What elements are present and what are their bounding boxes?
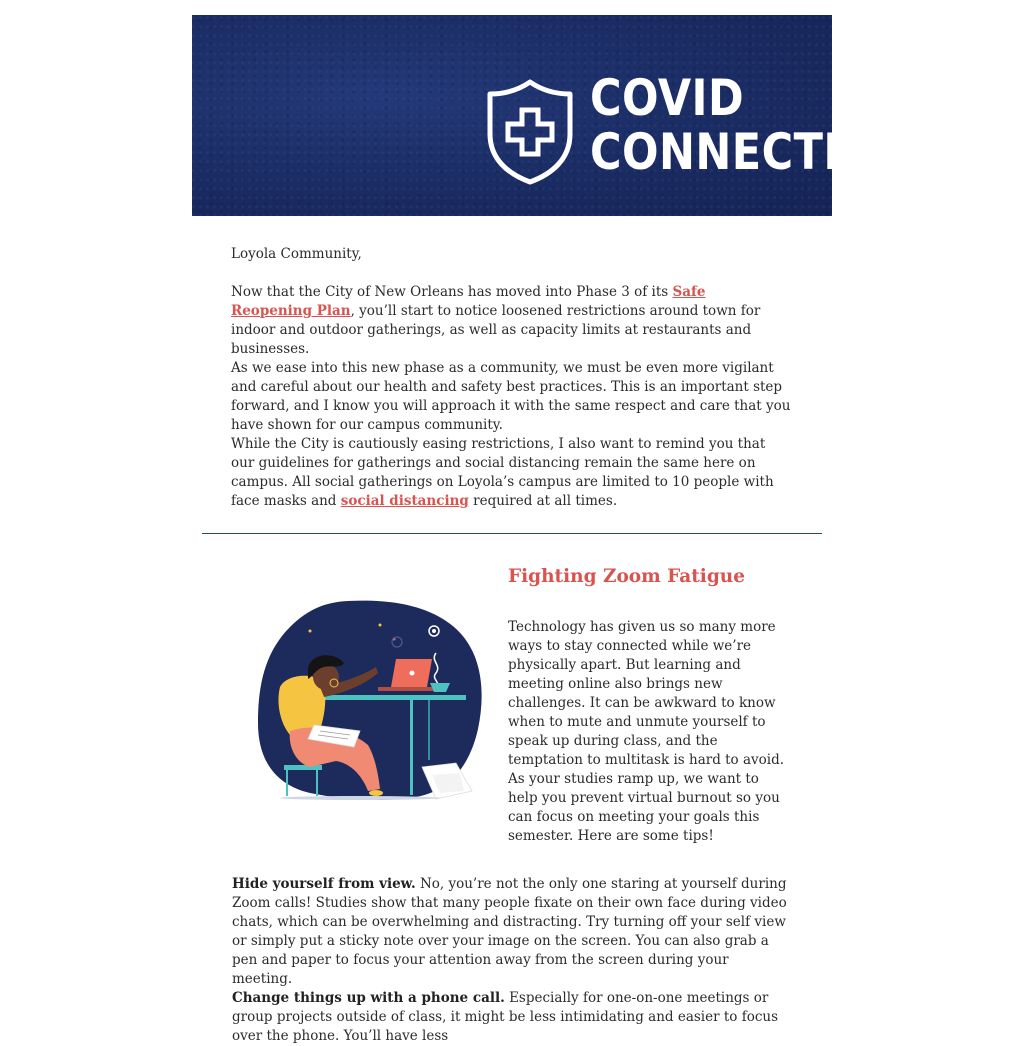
tip-hide-yourself (232, 875, 792, 989)
paragraph-campus-guidelines (231, 435, 791, 511)
paragraph-vigilance: As we ease into this new phase as a community, we must be even more vigilant and careful about our health and safety best practices. This is an important step forward, and I know you will approach it with the same respect and care that you have shown for our campus community. (231, 360, 791, 433)
section-paragraph-technology: Technology has given us so many more ways to stay connected while we’re physically apart. But learning and meeting online also brings new challenges. It can be awkward to know when to mute and unmute yourself to speak up during class, and the temptation to multitask is hard to avoid. (508, 619, 785, 768)
tip-heading: Hide yourself from view. (232, 876, 416, 892)
banner-title-line2: CONNECTIONS (590, 123, 945, 181)
paragraph-text: While the City is cautiously easing restrictions, I also want to remind you that our guidelines for gatherings and social distancing remain the same here on campus. All social gatherings on Loyola’s campus are limited to 10 people with face masks and (231, 436, 774, 509)
social-distancing-link[interactable]: social distancing (340, 493, 469, 509)
paragraph-phase-3 (231, 283, 791, 359)
paragraph-text: required at all times. (468, 493, 618, 509)
section-paragraph-tips-intro: As your studies ramp up, we want to help you prevent virtual burnout so you can focus on meeting your goals this semester. Here are some tips! (508, 771, 780, 844)
banner-title-line1: COVID (590, 69, 745, 127)
tip-phone-call (232, 989, 792, 1046)
shield-cross-icon (486, 79, 574, 185)
banner-title (590, 71, 945, 179)
tip-body: No, you’re not the only one staring at yourself during Zoom calls! Studies show that many people fixate on their own face during video chats, which can be overwhelming and distracting. Try turning off your self view or simply put a sticky note over your image on the screen. You can also grab a pen and paper to focus your attention away from the screen during your meeting. (232, 876, 787, 987)
paragraph-text: , you’ll start to notice loosened restrictions around town for indoor and outdoor gatherings, as well as capacity limits at restaurants and businesses. (231, 303, 761, 357)
section-divider (202, 533, 822, 534)
greeting: Loyola Community, (231, 246, 362, 262)
paragraph-text: Now that the City of New Orleans has moved into Phase 3 of its (231, 284, 673, 300)
tired-student-illustration (250, 595, 490, 805)
tip-body: Especially for one-on-one meetings or group projects outside of class, it might be less intimidating and easier to focus over the phone. You’ll have less (232, 990, 779, 1044)
tip-heading: Change things up with a phone call. (232, 990, 505, 1006)
section-title: Fighting Zoom Fatigue (508, 566, 745, 587)
header-banner (192, 15, 945, 216)
safe-reopening-plan-link[interactable]: Safe Reopening Plan (231, 284, 706, 319)
